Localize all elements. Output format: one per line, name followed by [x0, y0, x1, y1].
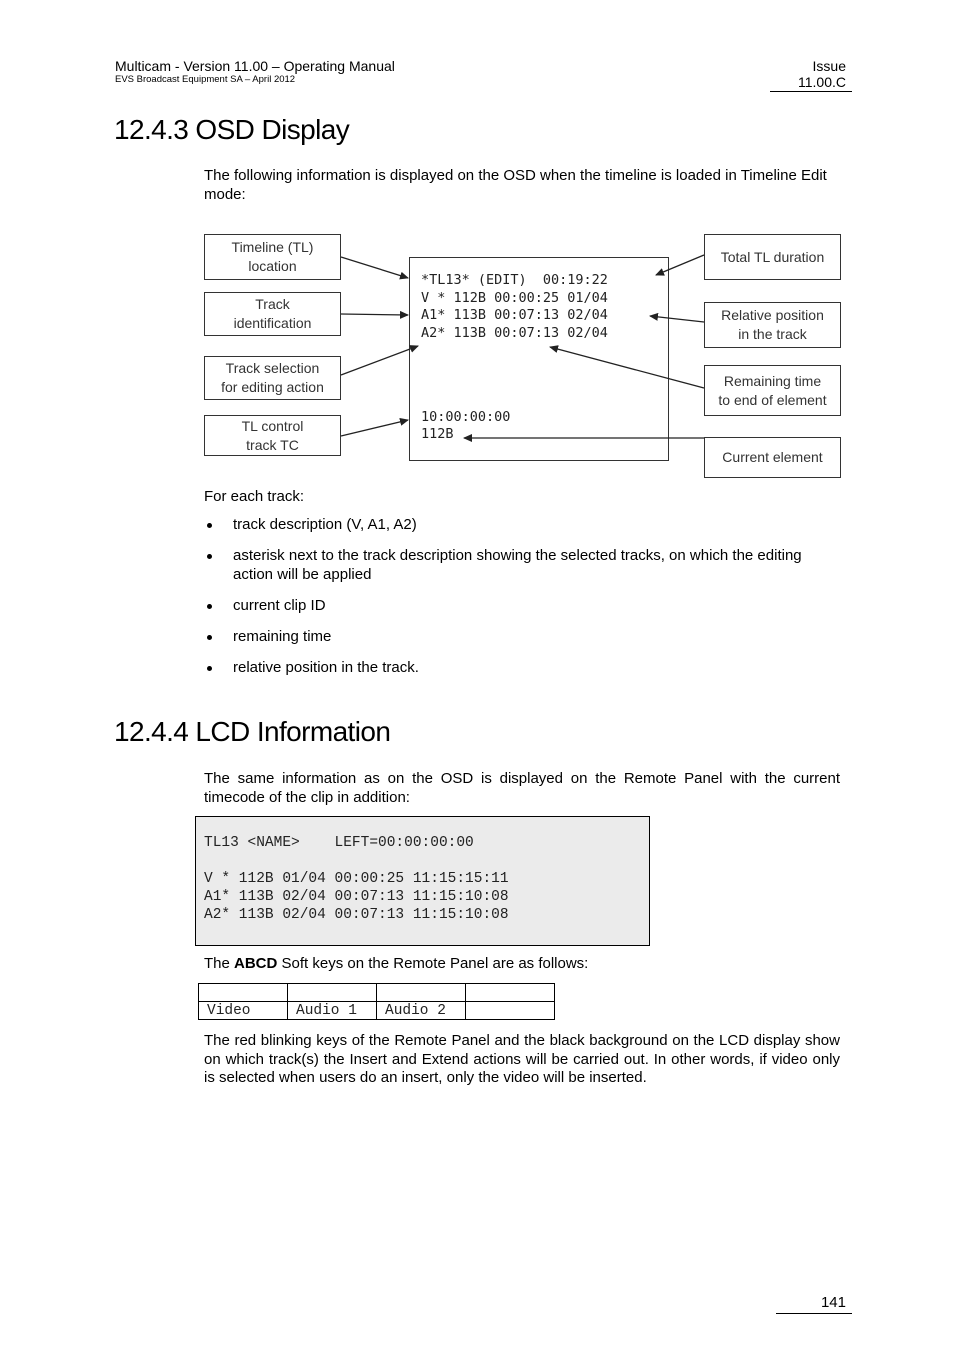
- osd-line-video: V * 112B 00:00:25 01/04: [421, 290, 608, 306]
- issue-version: 11.00.C: [798, 74, 846, 90]
- lcd-line-video: V * 112B 01/04 00:00:25 11:15:15:11: [204, 871, 509, 887]
- label-total-tl-duration: Total TL duration: [704, 234, 841, 280]
- arrow-track-identification: [341, 314, 408, 315]
- label-track-selection: Track selection for editing action: [204, 356, 341, 400]
- arrow-timeline-location: [341, 257, 408, 278]
- arrow-remaining-time: [550, 347, 704, 388]
- softkey-c-top: [377, 984, 466, 1002]
- softkey-a-top: [199, 984, 288, 1002]
- label-track-identification: Track identification: [204, 292, 341, 336]
- closing-paragraph: The red blinking keys of the Remote Panel and the black background on the LCD display show on which track(s) the Insert and Extend actions will be carried out. In other words, if video only is selected when users do an insert, only the video will be inserted.: [204, 1032, 840, 1086]
- softkey-audio-1: Audio 1: [288, 1002, 377, 1020]
- list-item: track description (V, A1, A2): [204, 516, 844, 535]
- section-heading-lcd-information: 12.4.4 LCD Information: [114, 716, 391, 747]
- issue-label: Issue: [812, 58, 846, 74]
- lcd-line-a1: A1* 113B 02/04 00:07:13 11:15:10:08: [204, 889, 509, 905]
- label-relative-position: Relative position in the track: [704, 302, 841, 348]
- label-timeline-location: Timeline (TL) location: [204, 234, 341, 280]
- list-item: asterisk next to the track description showing the selected tracks, on which the editing action will be applied: [204, 547, 844, 584]
- lcd-line-header: TL13 <NAME> LEFT=00:00:00:00: [204, 835, 474, 851]
- softkey-video: Video: [199, 1002, 288, 1020]
- page-number: 141: [820, 1294, 846, 1311]
- document-subtitle: EVS Broadcast Equipment SA – April 2012: [115, 74, 296, 85]
- softkey-audio-2: Audio 2: [377, 1002, 466, 1020]
- softkeys-table: [198, 983, 555, 1020]
- osd-intro-paragraph: The following information is displayed on the OSD when the timeline is loaded in Timeline Edit mode:: [204, 167, 827, 203]
- softkeys-intro: The ABCD Soft keys on the Remote Panel are as follows:: [204, 955, 589, 972]
- list-item: relative position in the track.: [204, 659, 844, 678]
- list-item: current clip ID: [204, 597, 844, 616]
- osd-line-a1: A1* 113B 00:07:13 02/04: [421, 307, 608, 323]
- label-tl-control-track-tc: TL control track TC: [204, 415, 341, 456]
- footer-rule: [776, 1313, 852, 1314]
- label-current-element: Current element: [704, 437, 841, 478]
- label-remaining-time: Remaining time to end of element: [704, 365, 841, 416]
- list-item: remaining time: [204, 628, 844, 647]
- lcd-line-a2: A2* 113B 02/04 00:07:13 11:15:10:08: [204, 907, 509, 923]
- diagram-arrows: [0, 0, 954, 500]
- softkey-empty: [466, 1002, 555, 1020]
- osd-line-control-tc: 10:00:00:00: [421, 409, 511, 425]
- arrow-track-selection: [341, 346, 418, 375]
- arrow-tl-control: [341, 420, 408, 436]
- softkey-b-top: [288, 984, 377, 1002]
- document-title: Multicam - Version 11.00 – Operating Manual: [115, 58, 395, 74]
- osd-line-tl: *TL13* (EDIT) 00:19:22: [421, 272, 608, 288]
- section-heading-osd-display: 12.4.3 OSD Display: [114, 114, 350, 145]
- lcd-intro-paragraph: The same information as on the OSD is displayed on the Remote Panel with the current timecode of the clip in addition:: [204, 770, 840, 806]
- track-info-list: [204, 516, 844, 690]
- softkey-d-top: [466, 984, 555, 1002]
- osd-line-current-element: 112B: [421, 426, 454, 442]
- osd-line-a2: A2* 113B 00:07:13 02/04: [421, 325, 608, 341]
- arrow-relative-position: [650, 316, 704, 322]
- for-each-track-label: For each track:: [204, 488, 305, 505]
- arrow-total-duration: [656, 255, 704, 275]
